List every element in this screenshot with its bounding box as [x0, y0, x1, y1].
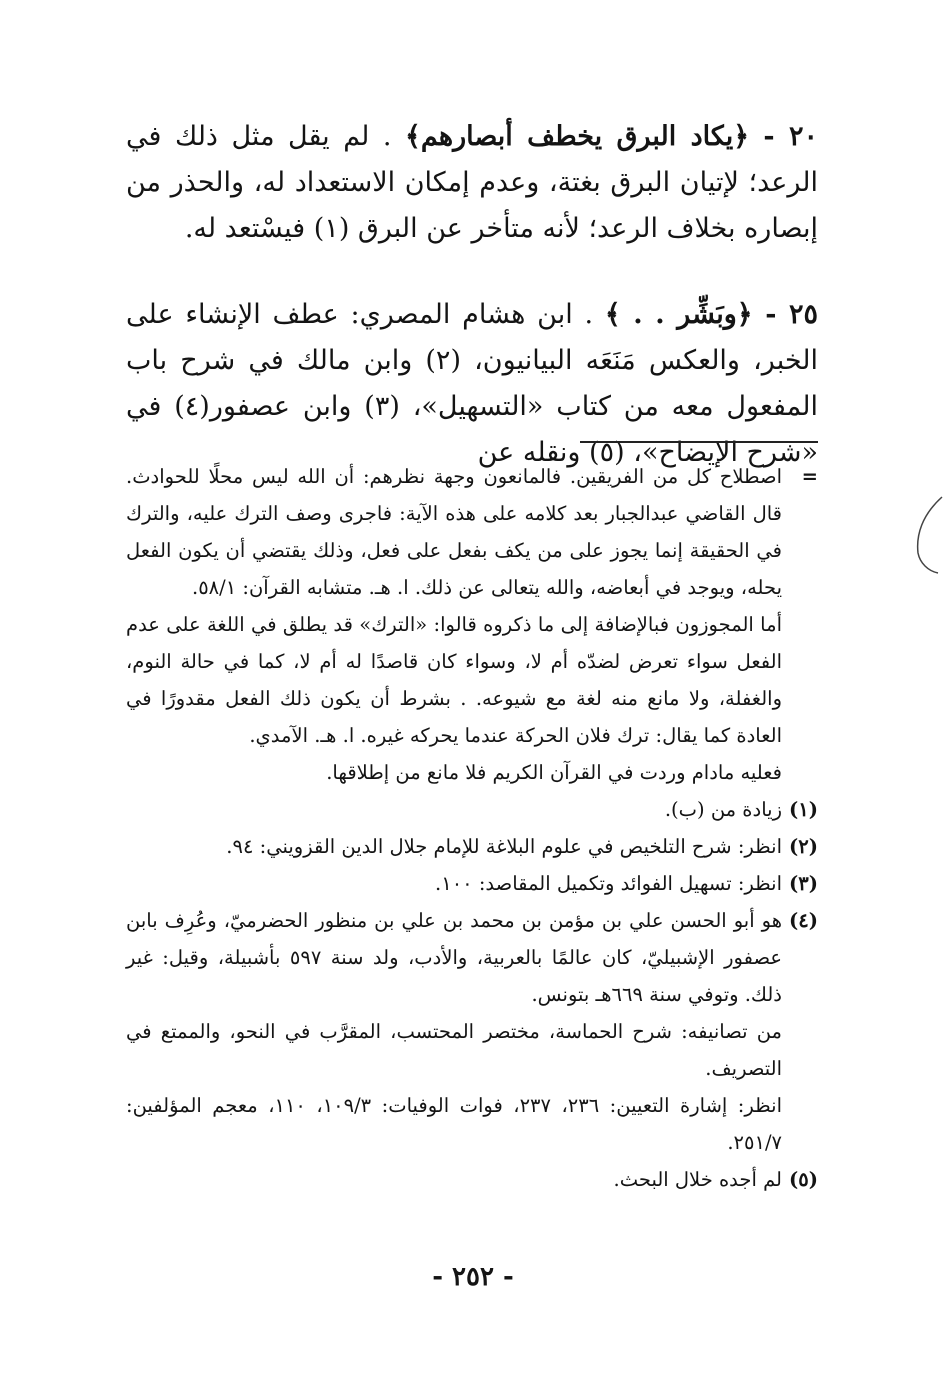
footnote-line: من تصانيفه: شرح الحماسة، مختصر المحتسب، المقرَّب في النحو، والممتع في التصريف.: [126, 1020, 782, 1080]
footnote-body: [126, 458, 782, 791]
footnote-body: [126, 902, 782, 1161]
footnote-line: انظر: إشارة التعيين: ٢٣٦، ٢٣٧، فوات الوفيات: ١٠٩/٣، ١١٠، معجم المؤلفين: ٢٥١/٧.: [126, 1094, 782, 1154]
footnote-body: [126, 865, 782, 902]
footnote-mark: =: [801, 465, 818, 488]
footnote-separator: [580, 441, 818, 443]
footnote-mark: (٥): [789, 1168, 818, 1191]
footnote-3: [126, 865, 818, 902]
footnote-line: انظر: شرح التلخيص في علوم البلاغة للإمام جلال الدين القزويني: ٩٤.: [226, 835, 782, 858]
footnote-line: زيادة من (ب).: [664, 798, 782, 821]
page-edge-curve: [908, 495, 944, 575]
verse-lead-25: ٢٥ - ﴿وبَشِّر . . ﴾: [604, 299, 818, 330]
verse-lead-20: ٢٠ - ﴿يكاد البرق يخطف أبصارهم﴾: [405, 121, 818, 152]
footnote-mark: (٣): [789, 872, 818, 895]
footnote-body: [126, 791, 782, 828]
footnote-continued: [126, 458, 818, 791]
footnote-mark: (٢): [789, 835, 818, 858]
footnote-mark: (٤): [789, 909, 818, 932]
footnote-line: أما المجوزون فبالإضافة إلى ما ذكروه قالوا: «الترك» قد يطلق في اللغة على عدم الفعل سواء تعرض لضدّه أم لا، وسواء كان قاصدًا له أم لا، كما في حالة النوم، والغفلة، ولا مانع منه لغة مع شيوعه. . بشرط أن يكون ذلك الفعل مقدورًا في العادة كما يقال: ترك فلان الحركة عندما يحركه غيره. ا. هـ. الآمدي.: [126, 613, 782, 747]
footnote-line: اصطلاح كل من الفريقين. فالمانعون وجهة نظرهم: أن الله ليس محلًا للحوادث. قال القاضي عبدالجبار بعد كلامه على هذه الآية: فاجرى وصف الترك عليه، والترك في الحقيقة إنما يجوز على من يكف بفعل على فعل، وذلك يقتضي أن يكون الفعل يحله، ويوجد في أبعاضه، والله يتعالى عن ذلك. ا. هـ. متشابه القرآن: ٥٨/١.: [126, 465, 782, 599]
paragraph-2-text: . ابن هشام المصري: عطف الإنشاء على الخبر، والعكس مَنَعَه البيانيون، (٢) وابن مالك في شرح باب المفعول معه من كتاب «التسهيل»، (٣) وابن عصفور(٤) في «شرح الإيضاح»، (٥) ونقله عن: [126, 299, 818, 468]
footnote-2: [126, 828, 818, 865]
footnote-line: هو أبو الحسن علي بن مؤمن بن محمد بن علي بن منظور الحضرميّ، وعُرِف بابن عصفور الإشبيليّ، كان عالمًا بالعربية، والأدب، ولد سنة ٥٩٧ بأشبيلة، وقيل: غير ذلك. وتوفي سنة ٦٦٩هـ بتونس.: [126, 909, 782, 1006]
footnote-4: [126, 902, 818, 1161]
page-number: - ٢٥٢ -: [432, 1262, 514, 1292]
footnote-body: [126, 828, 782, 865]
footnote-5: [126, 1161, 818, 1198]
paragraph-1-text: . لم يقل مثل ذلك في الرعد؛ لإتيان البرق بغتة، وعدم إمكان الاستعداد له، والحذر من إبصاره بخلاف الرعد؛ لأنه متأخر عن البرق (١) فيسْتعد له.: [126, 121, 818, 244]
main-paragraph-2: [126, 292, 818, 476]
footnote-mark: (١): [789, 798, 818, 821]
footnote-line: انظر: تسهيل الفوائد وتكميل المقاصد: ١٠٠.: [435, 872, 782, 895]
main-paragraph-1: [126, 114, 818, 252]
footnote-line: فعليه مادام وردت في القرآن الكريم فلا مانع من إطلاقها.: [326, 761, 782, 784]
footnotes: [126, 458, 818, 1198]
footnote-body: [126, 1161, 782, 1198]
footnote-1: [126, 791, 818, 828]
footnote-line: لم أجده خلال البحث.: [613, 1168, 782, 1191]
